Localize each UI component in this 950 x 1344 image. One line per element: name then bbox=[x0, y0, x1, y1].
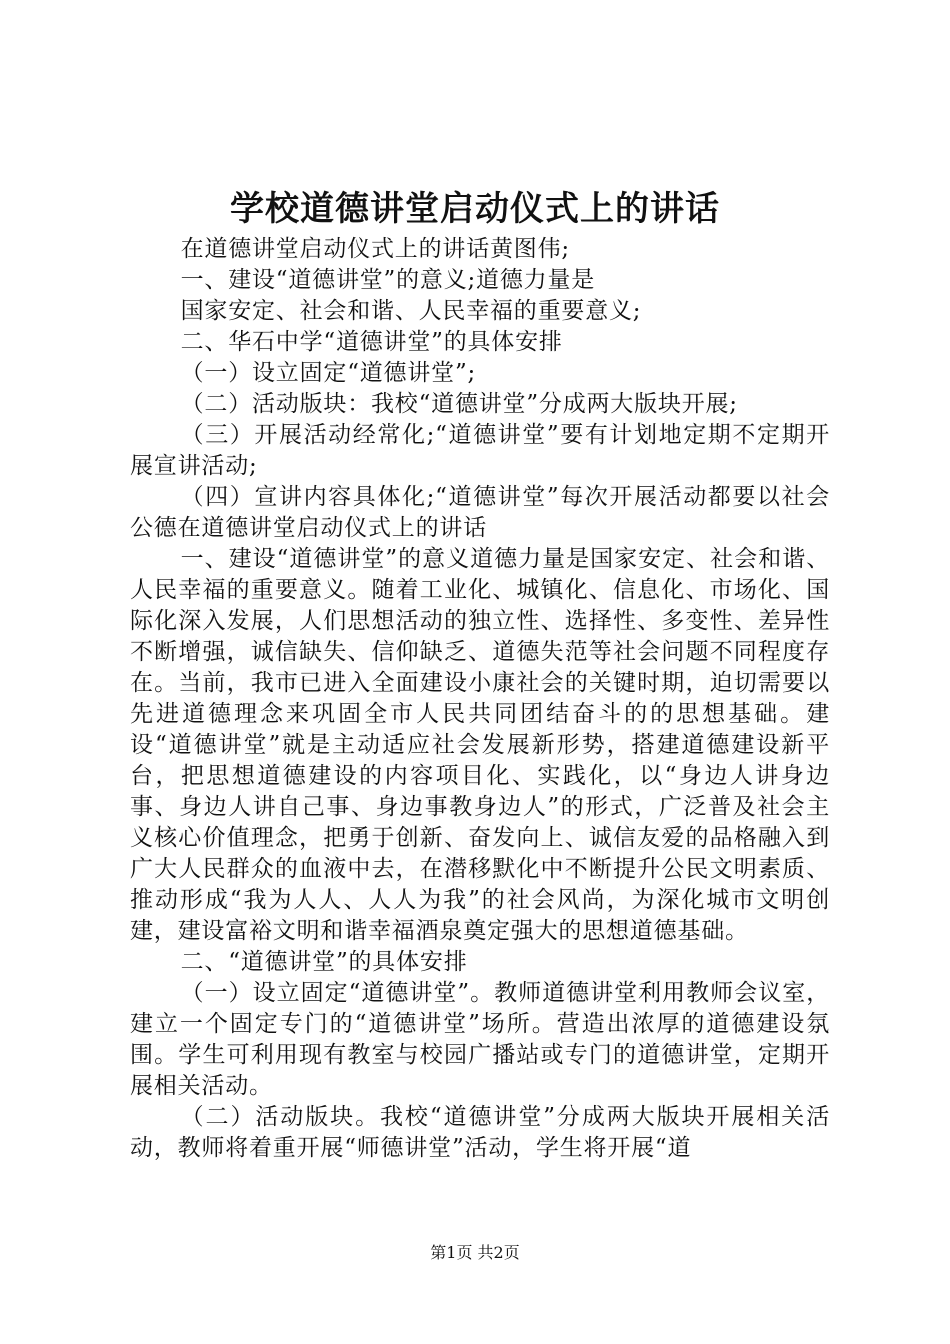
paragraph: 一、建设“道德讲堂”的意义道德力量是国家安定、社会和谐、人民幸福的重要意义。随着工业化、城镇化、信息化、市场化、国际化深入发展，人们思想活动的独立性、选择性、多变性、差异性不断增强，诚信缺失、信仰缺乏、道德失范等社会问题不同程度存在。当前，我市已进入全面建设小康社会的关键时期，迫切需要以先进道德理念来巩固全市人民共同团结奋斗的的思想基础。建设“道德讲堂”就是主动适应社会发展新形势，搭建道德建设新平台，把思想道德建设的内容项目化、实践化，以“身边人讲身边事、身边人讲自己事、身边事教身边人”的形式，广泛普及社会主义核心价值理念，把勇于创新、奋发向上、诚信友爱的品格融入到广大人民群众的血液中去，在潜移默化中不断提升公民文明素质、推动形成“我为人人、人人为我”的社会风尚，为深化城市文明创建，建设富裕文明和谐幸福酒泉奠定强大的思想道德基础。 bbox=[130, 546, 830, 944]
document-body bbox=[130, 234, 830, 1164]
paragraph: 二、华石中学“道德讲堂”的具体安排 bbox=[180, 329, 563, 355]
paragraph: 国家安定、社会和谐、人民幸福的重要意义; bbox=[180, 298, 642, 324]
paragraph: （二）活动版块。我校“道德讲堂”分成两大版块开展相关活动，教师将着重开展“师德讲堂”活动，学生将开展“道 bbox=[130, 1104, 830, 1161]
paragraph: （一）设立固定“道德讲堂”; bbox=[180, 360, 477, 386]
paragraph: 在道德讲堂启动仪式上的讲话黄图伟; bbox=[180, 236, 570, 262]
paragraph: （二）活动版块：我校“道德讲堂”分成两大版块开展; bbox=[180, 391, 738, 417]
paragraph: （四）宣讲内容具体化;“道德讲堂”每次开展活动都要以社会公德在道德讲堂启动仪式上的讲话 bbox=[130, 484, 830, 541]
paragraph: 一、建设“道德讲堂”的意义;道德力量是 bbox=[180, 267, 596, 293]
document-title: 学校道德讲堂启动仪式上的讲话 bbox=[230, 189, 720, 229]
paragraph: （三）开展活动经常化;“道德讲堂”要有计划地定期不定期开展宣讲活动; bbox=[130, 422, 830, 479]
page-footer: 第1页 共2页 bbox=[430, 1243, 520, 1262]
paragraph: （一）设立固定“道德讲堂”。教师道德讲堂利用教师会议室，建立一个固定专门的“道德讲堂”场所。营造出浓厚的道德建设氛围。学生可利用现有教室与校园广播站或专门的道德讲堂，定期开展相关活动。 bbox=[130, 980, 830, 1099]
paragraph: 二、“道德讲堂”的具体安排 bbox=[180, 949, 468, 975]
